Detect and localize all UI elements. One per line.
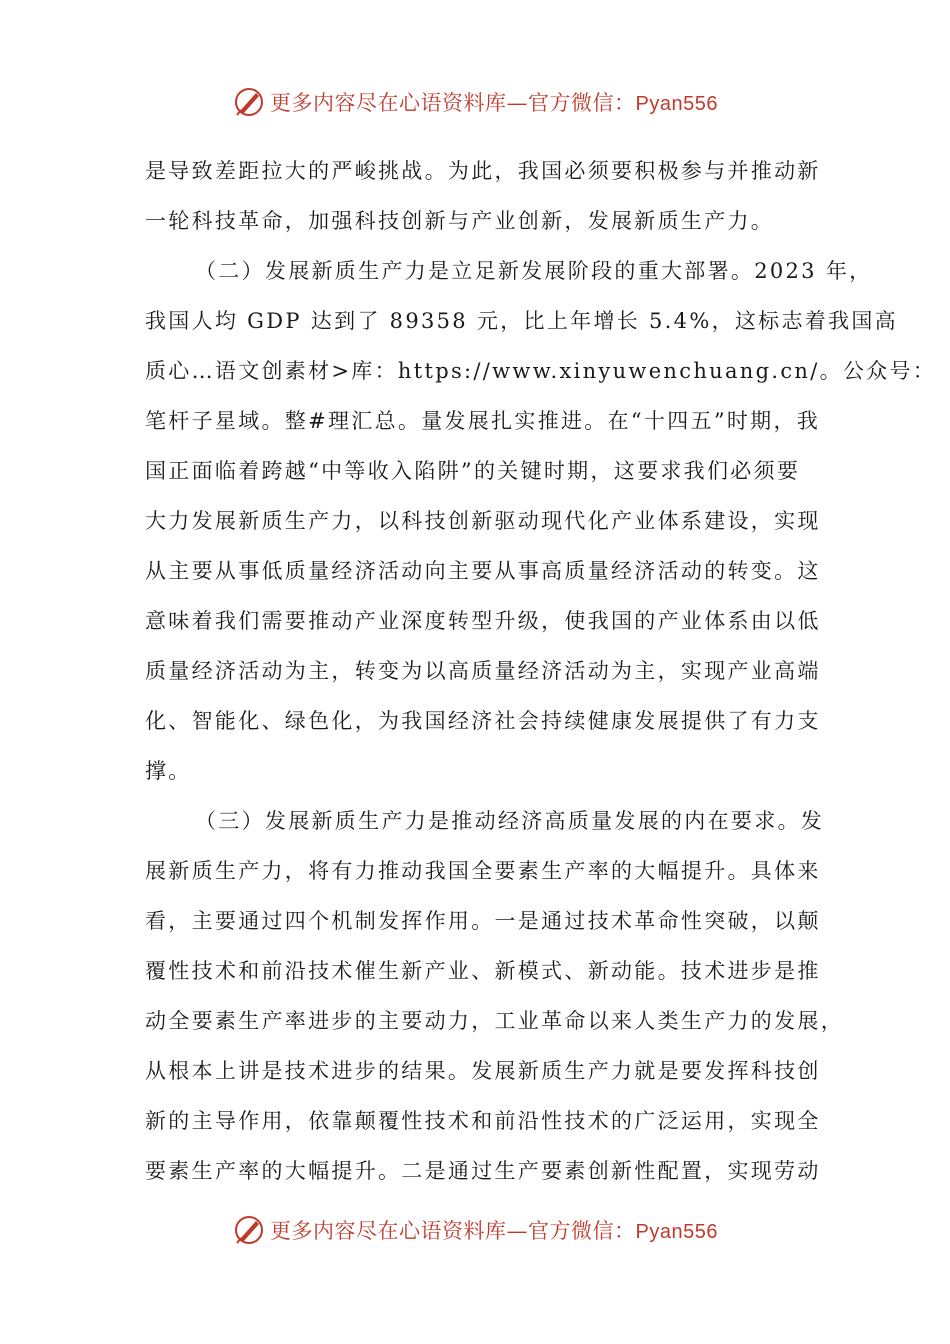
text-line: 是导致差距拉大的严峻挑战。为此，我国必须要积极参与并推动新 (145, 159, 821, 183)
quill-pen-logo-icon (232, 1213, 266, 1247)
text-line: 笔杆子星域。整#理汇总。量发展扎实推进。在“十四五”时期，我 (145, 409, 821, 433)
wechat-id: Pyan556 (635, 93, 718, 115)
text-line: 意味着我们需要推动产业深度转型升级，使我国的产业体系由以低 (145, 609, 821, 633)
text-line: 一轮科技革命，加强科技创新与产业创新，发展新质生产力。 (145, 209, 775, 233)
footer-watermark-banner (0, 1210, 950, 1250)
watermark-text: 更多内容尽在心语资料库—官方微信：Pyan556 (270, 91, 718, 115)
text-line: 质量经济活动为主，转变为以高质量经济活动为主，实现产业高端 (145, 659, 821, 683)
watermark-text: 更多内容尽在心语资料库—官方微信：Pyan556 (270, 1219, 718, 1243)
text-line: 我国人均 GDP 达到了 89358 元，比上年增长 5.4%，这标志着我国高 (145, 309, 898, 333)
text-line: 动全要素生产率进步的主要动力，工业革命以来人类生产力的发展， (145, 1009, 844, 1033)
header-watermark-banner (0, 82, 950, 122)
text-line: 撑。 (145, 759, 192, 783)
text-line: 化、智能化、绿色化，为我国经济社会持续健康发展提供了有力支 (145, 709, 821, 733)
text-line: 覆性技术和前沿技术催生新产业、新模式、新动能。技术进步是推 (145, 959, 821, 983)
text-line: 大力发展新质生产力，以科技创新驱动现代化产业体系建设，实现 (145, 509, 821, 533)
quill-pen-logo-icon (232, 85, 266, 119)
document-body (145, 146, 937, 1196)
paragraph-start-line: （二）发展新质生产力是立足新发展阶段的重大部署。2023 年， (195, 259, 873, 283)
text-line: 从主要从事低质量经济活动向主要从事高质量经济活动的转变。这 (145, 559, 821, 583)
text-line: 从根本上讲是技术进步的结果。发展新质生产力就是要发挥科技创 (145, 1059, 821, 1083)
text-line: 看，主要通过四个机制发挥作用。一是通过技术革命性突破，以颠 (145, 909, 821, 933)
text-line: 国正面临着跨越“中等收入陷阱”的关键时期，这要求我们必须要 (145, 459, 801, 483)
paragraph-start-line: （三）发展新质生产力是推动经济高质量发展的内在要求。发 (195, 809, 825, 833)
text-line: 新的主导作用，依靠颠覆性技术和前沿性技术的广泛运用，实现全 (145, 1109, 821, 1133)
text-line: 质心…语文创素材>库：https://www.xinyuwenchuang.cn/。公众号： (145, 359, 937, 383)
text-line: 展新质生产力，将有力推动我国全要素生产率的大幅提升。具体来 (145, 859, 821, 883)
text-line: 要素生产率的大幅提升。二是通过生产要素创新性配置，实现劳动 (145, 1159, 821, 1183)
wechat-id: Pyan556 (635, 1221, 718, 1243)
